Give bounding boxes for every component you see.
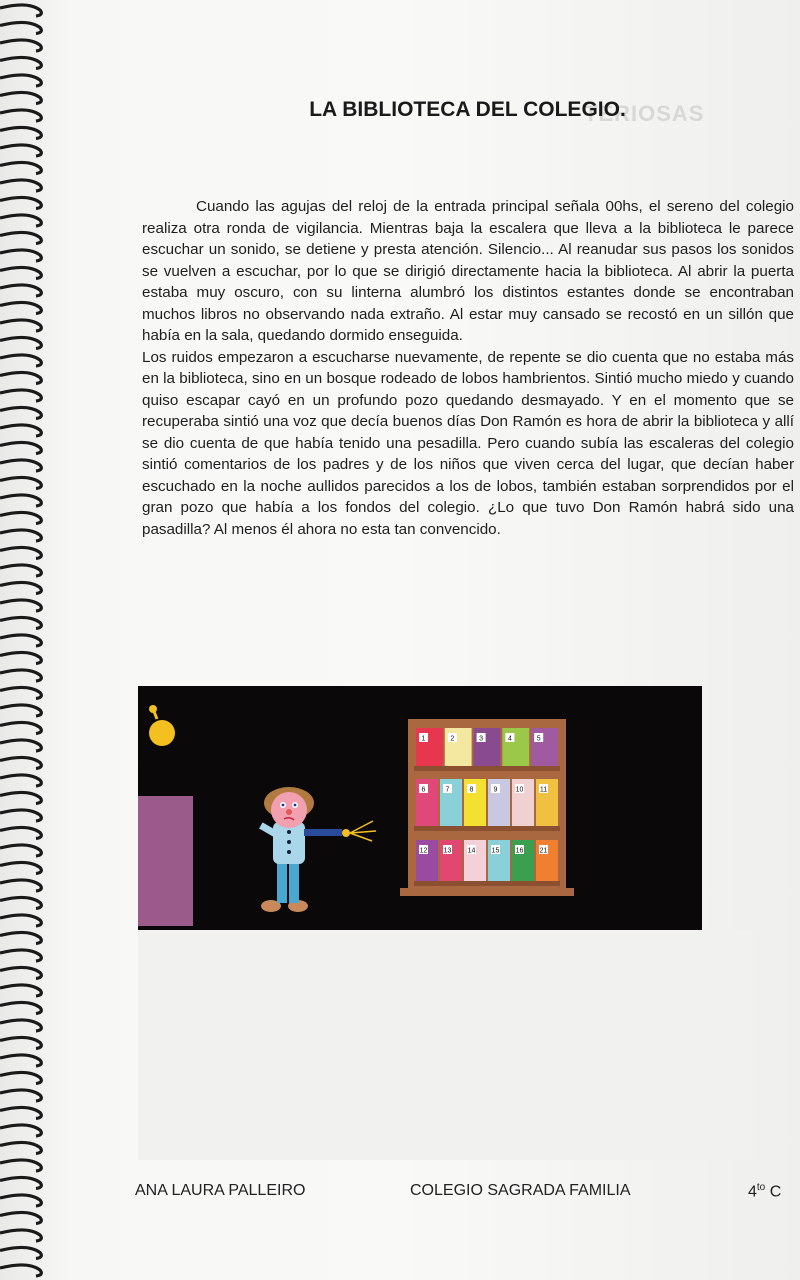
spiral-coil xyxy=(0,1247,41,1258)
spiral-coil xyxy=(0,390,41,401)
spiral-coil xyxy=(0,1125,41,1136)
spiral-coil xyxy=(0,460,41,471)
spiral-coil xyxy=(0,162,41,173)
spiral-coil xyxy=(0,792,41,803)
spiral-coil xyxy=(0,1072,41,1083)
spiral-coil xyxy=(0,932,41,943)
spiral-coil xyxy=(0,337,41,348)
spiral-coil xyxy=(0,407,41,418)
spiral-coil xyxy=(0,180,41,191)
spiral-coil xyxy=(0,40,41,51)
spiral-coil xyxy=(0,215,41,226)
library-illustration xyxy=(138,686,702,930)
spiral-coil xyxy=(0,705,41,716)
spiral-coil xyxy=(0,530,41,541)
book-number: 3 xyxy=(479,735,484,743)
spiral-coil xyxy=(0,250,41,261)
spiral-coil xyxy=(0,1160,41,1171)
spiral-coil xyxy=(0,5,41,16)
spiral-coil xyxy=(0,355,41,366)
spiral-coil xyxy=(0,670,41,681)
spiral-coil xyxy=(0,635,41,646)
spiral-coil xyxy=(0,652,41,663)
spiral-coil xyxy=(0,827,41,838)
spiral-coil xyxy=(0,127,41,138)
footer-grade xyxy=(748,1182,781,1201)
spiral-coil xyxy=(0,950,41,961)
book-number: 15 xyxy=(491,847,500,855)
book-number: 5 xyxy=(536,735,541,743)
spiral-coil xyxy=(0,75,41,86)
spiral-coil xyxy=(0,915,41,926)
book-number: 7 xyxy=(445,786,450,794)
spiral-coil xyxy=(0,22,41,33)
spiral-coil xyxy=(0,845,41,856)
spiral-coil xyxy=(0,1195,41,1206)
book-number: 13 xyxy=(443,847,452,855)
spiral-coil xyxy=(0,425,41,436)
grade-sup: to xyxy=(756,1182,766,1193)
book-number: 6 xyxy=(421,786,426,794)
grade-number: 4 xyxy=(748,1183,757,1201)
spiral-coil xyxy=(0,582,41,593)
paragraph-1: Cuando las agujas del reloj de la entrada principal señala 00hs, el sereno del colegio realiza otra ronda de vigilancia. Mientras baja la escalera que lleva a la biblioteca le parece escuchar un sonido, se detiene y presta atención. Silencio... Al reanudar sus pasos los sonidos se vuelven a escuchar, por lo que se dirigió directamente hacia la biblioteca. Al abrir la puerta estaba muy oscuro, con su linterna alumbró los distintos estantes donde se encontraban muchos libros no observando nada extraño. Al estar muy cansado se recostó en un sillón que había en la sala, quedando dormido enseguida. xyxy=(142,198,794,344)
spiral-coil xyxy=(0,897,41,908)
spiral-coil xyxy=(0,372,41,383)
lamp-icon xyxy=(149,705,175,746)
spiral-coil xyxy=(0,775,41,786)
spiral-coil xyxy=(0,302,41,313)
spiral-coil xyxy=(0,1090,41,1101)
spiral-coil xyxy=(0,1265,41,1276)
spiral-coil xyxy=(0,232,41,243)
purple-wall xyxy=(138,796,193,926)
spiral-coil xyxy=(0,985,41,996)
spiral-coil xyxy=(0,600,41,611)
spiral-coil xyxy=(0,880,41,891)
spiral-coil xyxy=(0,145,41,156)
faded-background-image xyxy=(138,930,753,1160)
grade-letter: C xyxy=(765,1183,782,1201)
spiral-coil xyxy=(0,320,41,331)
book-number: 21 xyxy=(539,847,548,855)
book-number: 16 xyxy=(515,847,524,855)
spiral-coil xyxy=(0,1212,41,1223)
spiral-coil xyxy=(0,495,41,506)
book-number: 2 xyxy=(450,735,455,743)
book-number: 1 xyxy=(421,735,426,743)
spiral-coil xyxy=(0,862,41,873)
spiral-coil xyxy=(0,267,41,278)
spiral-coil xyxy=(0,1230,41,1241)
spiral-coil xyxy=(0,617,41,628)
book-number: 4 xyxy=(507,735,512,743)
spiral-coil xyxy=(0,197,41,208)
spiral-coil xyxy=(0,967,41,978)
spiral-coil xyxy=(0,810,41,821)
page-title: LA BIBLIOTECA DEL COLEGIO. xyxy=(309,98,626,121)
spiral-coil xyxy=(0,722,41,733)
spiral-coil xyxy=(0,740,41,751)
book-number: 10 xyxy=(515,786,524,794)
spiral-coil xyxy=(0,110,41,121)
spiral-coil xyxy=(0,1055,41,1066)
ghost-title: TERIOSAS xyxy=(584,101,705,126)
spiral-coil xyxy=(0,92,41,103)
spiral-coil xyxy=(0,1107,41,1118)
spiral-coil xyxy=(0,477,41,488)
book-number: 14 xyxy=(467,847,476,855)
spiral-coil xyxy=(0,757,41,768)
bookshelf xyxy=(400,719,574,896)
spiral-coil xyxy=(0,565,41,576)
book-number: 11 xyxy=(539,786,548,794)
spiral-coil xyxy=(0,1177,41,1188)
night-guard-figure xyxy=(259,787,376,912)
spiral-coil xyxy=(0,442,41,453)
book-number: 8 xyxy=(469,786,474,794)
spiral-coil xyxy=(0,285,41,296)
spiral-coil xyxy=(0,687,41,698)
footer-school: COLEGIO SAGRADA FAMILIA xyxy=(410,1182,631,1199)
footer-author: ANA LAURA PALLEIRO xyxy=(135,1182,306,1199)
spiral-coil xyxy=(0,1142,41,1153)
spiral-coil xyxy=(0,1020,41,1031)
spiral-coil xyxy=(0,1002,41,1013)
spiral-coil xyxy=(0,57,41,68)
story-text xyxy=(142,196,794,540)
book-number: 12 xyxy=(419,847,428,855)
paragraph-2: Los ruidos empezaron a escucharse nuevamente, de repente se dio cuenta que no estaba más en la biblioteca, sino en un bosque rodeado de lobos hambrientos. Sintió mucho miedo y cuando quiso escapar cayó en un profundo pozo quedando desmayado. Y en el momento que se recuperaba sintió una voz que decía buenos días Don Ramón es hora de abrir la biblioteca y allí se dio cuenta de que había tenido una pesadilla. Pero cuando subía las escaleras del colegio sintió comentarios de los padres y de los niños que viven cerca del lugar, que decían haber escuchado en la noche aullidos parecidos a los de lobos, también estaban sorprendidos por el gran pozo que había a los fondos del colegio. ¿Lo que tuvo Don Ramón habrá sido una pasadilla? Al menos él ahora no esta tan convencido. xyxy=(142,348,794,538)
spiral-binding xyxy=(0,0,52,1280)
spiral-coil xyxy=(0,512,41,523)
spiral-coil xyxy=(0,547,41,558)
spiral-coil xyxy=(0,1037,41,1048)
book-number: 9 xyxy=(493,786,498,794)
